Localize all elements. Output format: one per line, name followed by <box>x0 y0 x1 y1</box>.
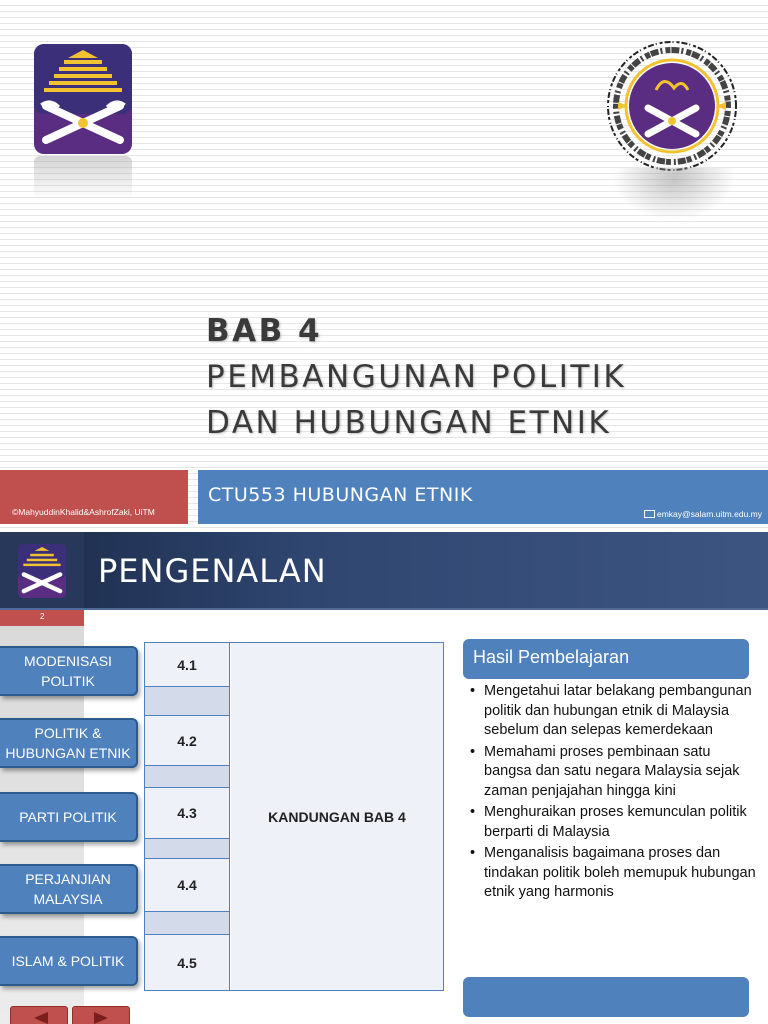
contents-table <box>144 642 444 991</box>
section-number-4-4[interactable]: 4.4 <box>145 859 230 912</box>
learning-outcomes-heading: Hasil Pembelajaran <box>463 639 749 679</box>
email-text: emkay@salam.uitm.edu.my <box>657 509 762 519</box>
nav-button-islam-politik[interactable]: ISLAM & POLITIK <box>0 936 138 986</box>
table-spacer-row <box>145 912 230 935</box>
copyright-text: ©MahyuddinKhalid&AshrofZaki, UiTM <box>12 507 155 517</box>
chapter-number: BAB 4 <box>206 313 323 349</box>
header-logo-box <box>0 532 84 610</box>
nav-button-politik-hubungan-etnik[interactable]: POLITIK & HUBUNGAN ETNIK <box>0 718 138 768</box>
content-slide <box>0 532 768 1024</box>
list-item: • Mengetahui latar belakang pembangunan politik dan hubungan etnik di Malaysia sebelum dan selepas kemerdekaan <box>470 682 760 741</box>
chapter-title-line2: DAN HUBUNGAN ETNIK <box>206 405 612 441</box>
section-number-4-5[interactable]: 4.5 <box>145 935 230 990</box>
slide-title: PENGENALAN <box>98 552 327 590</box>
contents-label: KANDUNGAN BAB 4 <box>231 643 443 990</box>
chapter-title-line1: PEMBANGUNAN POLITIK <box>206 359 627 395</box>
uitm-crest-logo <box>34 44 132 154</box>
arrow-left-icon <box>30 1011 50 1024</box>
slide-header <box>0 532 768 610</box>
slide-number-bar <box>0 610 84 626</box>
list-item: • Menghuraikan proses kemunculan politik berparti di Malaysia <box>470 803 760 842</box>
section-number-4-2[interactable]: 4.2 <box>145 716 230 766</box>
email-link[interactable] <box>644 509 762 519</box>
bottom-blue-box <box>463 977 749 1017</box>
arrow-right-icon <box>92 1011 112 1024</box>
course-title: CTU553 HUBUNGAN ETNIK <box>208 484 473 506</box>
section-number-4-3[interactable]: 4.3 <box>145 788 230 839</box>
course-bar <box>198 470 768 524</box>
list-item: • Menganalisis bagaimana proses dan tindakan politik boleh memupuk hubungan etnik yang harmonis <box>470 844 760 903</box>
list-item: • Memahami proses pembinaan satu bangsa dan satu negara Malaysia sejak zaman penjajahan hingga kini <box>470 743 760 802</box>
table-spacer-row <box>145 687 230 716</box>
nav-button-parti-politik[interactable]: PARTI POLITIK <box>0 792 138 842</box>
uitm-calligraphy-seal-logo <box>604 38 740 174</box>
nav-button-modenisasi-politik[interactable]: MODENISASI POLITIK <box>0 646 138 696</box>
table-spacer-row <box>145 766 230 788</box>
learning-outcomes-list <box>470 682 760 905</box>
nav-button-perjanjian-malaysia[interactable]: PERJANJIAN MALAYSIA <box>0 864 138 914</box>
next-slide-button[interactable] <box>72 1006 130 1024</box>
logo-reflection <box>612 168 736 220</box>
slide-number: 2 <box>40 612 45 621</box>
copyright-bar <box>0 470 188 524</box>
previous-slide-button[interactable] <box>10 1006 68 1024</box>
table-spacer-row <box>145 839 230 859</box>
section-number-4-1[interactable]: 4.1 <box>145 643 230 687</box>
uitm-crest-logo <box>16 544 68 598</box>
slide-title <box>206 308 726 446</box>
mail-icon <box>644 510 655 518</box>
logo-reflection <box>34 156 132 200</box>
